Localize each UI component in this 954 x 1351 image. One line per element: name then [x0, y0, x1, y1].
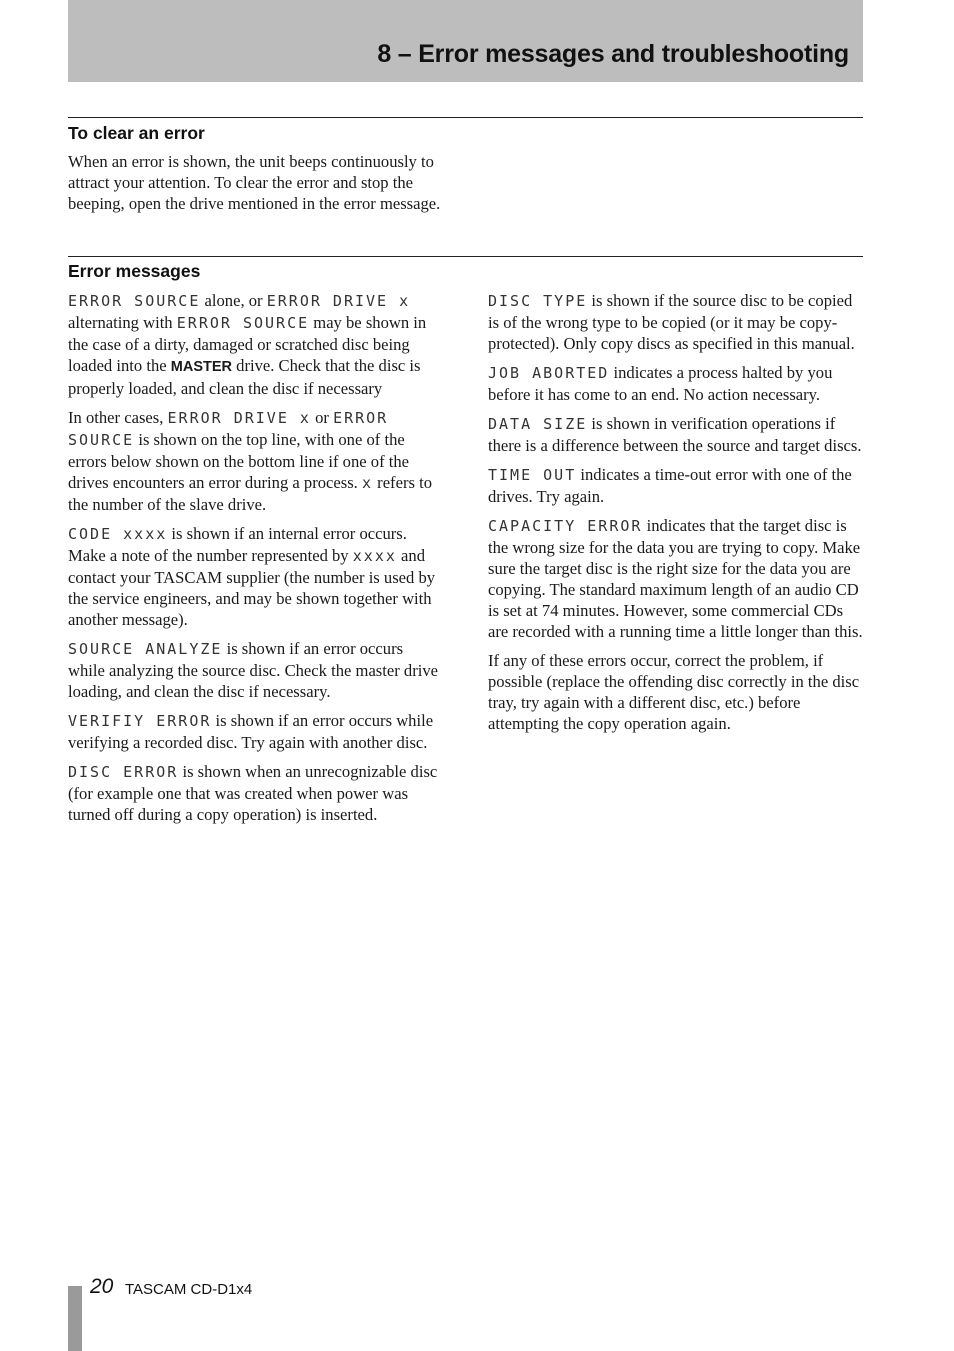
error-paragraph: DISC ERROR is shown when an unrecognizable disc (for example one that was created when power was turned off during a copy operation) is inserted. [68, 762, 438, 824]
lcd-message: xxxx [352, 547, 397, 565]
clear-error-section [68, 151, 443, 222]
error-paragraph: DATA SIZE is shown in verification operations if there is a difference between the source and target discs. [488, 414, 862, 455]
lcd-message: JOB ABORTED [488, 364, 610, 382]
lcd-message: CODE xxxx [68, 525, 168, 543]
lcd-message: x [361, 474, 374, 492]
clear-error-body: When an error is shown, the unit beeps continuously to attract your attention. To clear the error and stop the beeping, open the drive mentioned in the error message. [68, 152, 441, 213]
lcd-message: ERROR SOURCE [68, 409, 389, 449]
error-paragraph: CODE xxxx is shown if an internal error occurs. Make a note of the number represented by xxxx and contact your TASCAM supplier (the number is used by the service engineers, and may be shown together with another message). [68, 524, 436, 629]
footer-bar [68, 1286, 82, 1351]
error-paragraph: JOB ABORTED indicates a process halted by you before it has come to an end. No action necessary. [488, 363, 833, 404]
lcd-message: SOURCE ANALYZE [68, 640, 223, 658]
lcd-message: TIME OUT [488, 466, 577, 484]
error-paragraph: ERROR SOURCE alone, or ERROR DRIVE x alternating with ERROR SOURCE may be shown in the case of a dirty, damaged or scratched disc being loaded into the MASTER drive. Check that the disc is properly loaded, and clean the disc if necessary [68, 291, 427, 398]
error-paragraph: SOURCE ANALYZE is shown if an error occurs while analyzing the source disc. Check the master drive loading, and clean the disc if necessary. [68, 639, 439, 701]
lcd-message: ERROR DRIVE x [167, 409, 311, 427]
error-paragraph: DISC TYPE is shown if the source disc to be copied is of the wrong type to be copied (or it may be copy-protected). Only copy discs as specified in this manual. [488, 291, 855, 353]
lcd-message: ERROR SOURCE [68, 292, 201, 310]
section-divider [68, 117, 863, 118]
lcd-message: DISC ERROR [68, 763, 179, 781]
clear-error-heading: To clear an error [68, 123, 205, 143]
lcd-message: DISC TYPE [488, 292, 588, 310]
error-messages-right-column [488, 290, 863, 742]
lcd-message: VERIFIY ERROR [68, 712, 212, 730]
lcd-message: ERROR SOURCE [176, 314, 310, 332]
error-messages-heading: Error messages [68, 261, 201, 281]
error-paragraph: TIME OUT indicates a time-out error with one of the drives. Try again. [488, 465, 852, 506]
chapter-title: 8 – Error messages and troubleshooting [377, 40, 849, 68]
footer-model-name: TASCAM CD-D1x4 [125, 1281, 253, 1298]
lcd-message: ERROR DRIVE x [266, 292, 411, 310]
error-paragraph: CAPACITY ERROR indicates that the target disc is the wrong size for the data you are trying to copy. Make sure the target disc is the right size for the data you are copying. The standard maximum length of an audio CD is set at 74 minutes. However, some commercial CDs are recorded with a running time a little longer than this. [488, 516, 863, 641]
chapter-header [68, 0, 863, 82]
lcd-message: CAPACITY ERROR [488, 517, 643, 535]
error-paragraph: In other cases, ERROR DRIVE x or ERROR SOURCE is shown on the top line, with one of the errors below shown on the bottom line if one of the drives encounters an error during a process. x refers to the number of the slave drive. [68, 408, 432, 514]
error-paragraph: If any of these errors occur, correct the problem, if possible (replace the offending disc correctly in the disc tray, try again with a different disc, etc.) before attempting the copy operation again. [488, 651, 860, 733]
page-number: 20 [90, 1275, 114, 1298]
master-drive-label: MASTER [170, 359, 232, 375]
error-messages-left-column [68, 290, 443, 833]
section-divider [68, 256, 863, 257]
error-paragraph: VERIFIY ERROR is shown if an error occurs while verifying a recorded disc. Try again with another disc. [68, 711, 434, 752]
lcd-message: DATA SIZE [488, 415, 588, 433]
